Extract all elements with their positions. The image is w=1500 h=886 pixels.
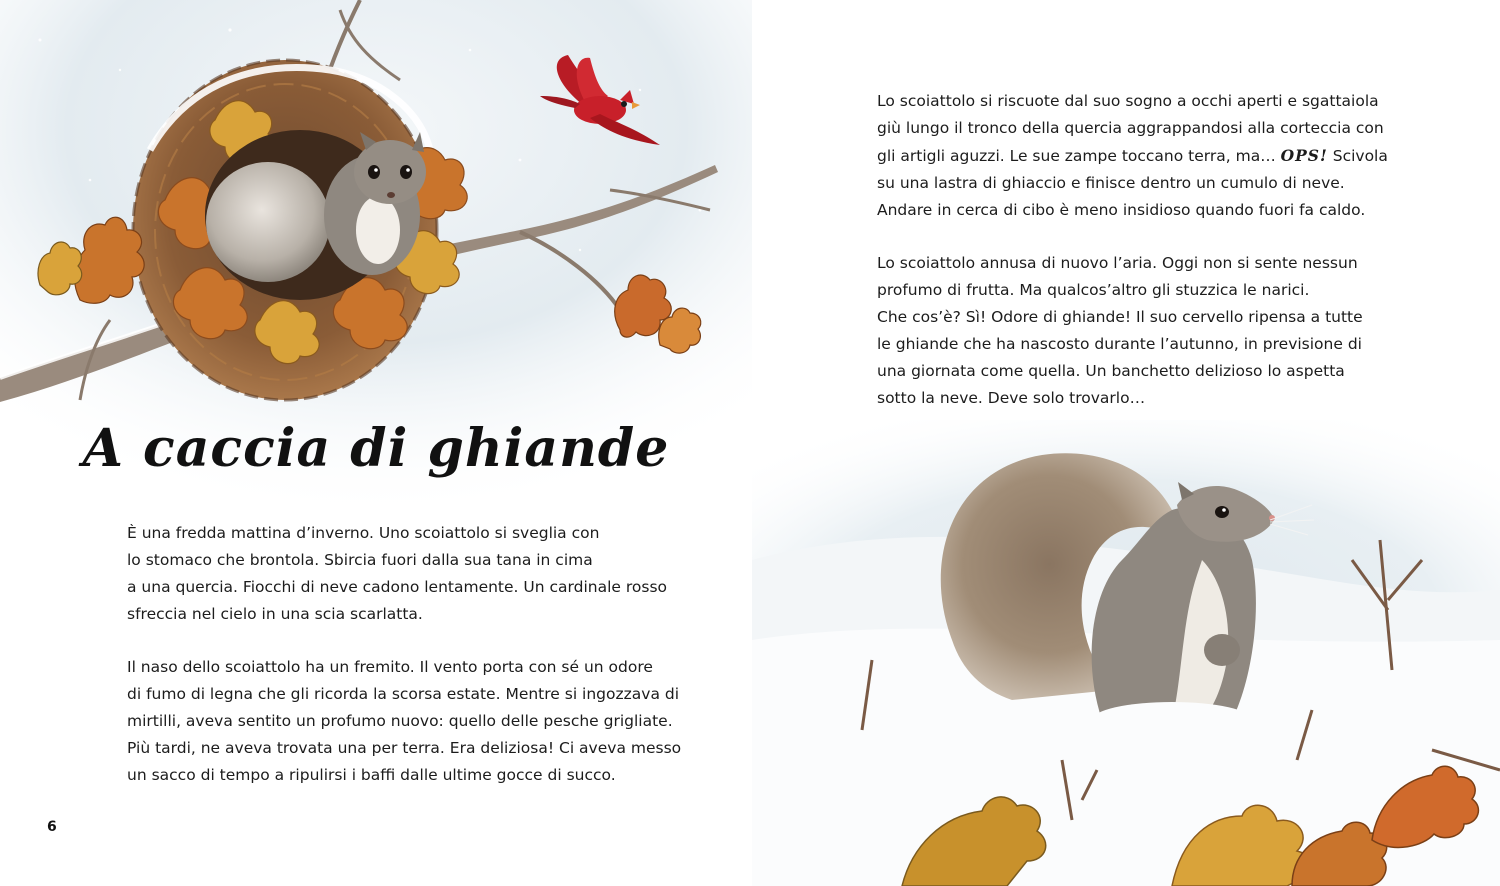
text-line: Lo scoiattolo si riscuote dal suo sogno a occhi aperti e sgattaiola (877, 92, 1379, 110)
text-line: un sacco di tempo a ripulirsi i baffi dalle ultime gocce di succo. (127, 766, 616, 784)
page-number: 6 (47, 819, 57, 835)
story-paragraph (877, 250, 1363, 412)
page-title: A caccia di ghiande (82, 418, 670, 479)
text-line: È una fredda mattina d’inverno. Uno scoiattolo si sveglia con (127, 524, 600, 542)
text-line: Lo scoiattolo annusa di nuovo l’aria. Oggi non si sente nessun (877, 254, 1358, 272)
text-segment: Scivola (1327, 147, 1388, 165)
story-paragraph (127, 654, 681, 789)
exclamation-emphasis: OPS! (1280, 146, 1328, 165)
text-line: profumo di frutta. Ma qualcos’altro gli stuzzica le narici. (877, 281, 1310, 299)
text-line (877, 142, 1388, 170)
text-line: a una quercia. Fiocchi di neve cadono lentamente. Un cardinale rosso (127, 578, 668, 596)
story-paragraph (127, 520, 667, 628)
text-line: Andare in cerca di cibo è meno insidioso quando fuori fa caldo. (877, 201, 1366, 219)
text-line: una giornata come quella. Un banchetto delizioso lo aspetta (877, 362, 1345, 380)
right-page (752, 0, 1500, 886)
text-segment: gli artigli aguzzi. Le sue zampe toccano terra, ma… (877, 147, 1281, 165)
text-line: sotto la neve. Deve solo trovarlo… (877, 389, 1146, 407)
text-line: lo stomaco che brontola. Sbircia fuori dalla sua tana in cima (127, 551, 593, 569)
text-line: giù lungo il tronco della quercia aggrappandosi alla corteccia con (877, 119, 1384, 137)
text-line: di fumo di legna che gli ricorda la scorsa estate. Mentre si ingozzava di (127, 685, 680, 703)
story-paragraph (877, 88, 1388, 224)
text-line: su una lastra di ghiaccio e finisce dentro un cumulo di neve. (877, 174, 1345, 192)
text-line: Il naso dello scoiattolo ha un fremito. Il vento porta con sé un odore (127, 658, 653, 676)
text-line: sfreccia nel cielo in una scia scarlatta. (127, 605, 423, 623)
text-line: Che cos’è? Sì! Odore di ghiande! Il suo cervello ripensa a tutte (877, 308, 1363, 326)
text-line: mirtilli, aveva sentito un profumo nuovo: quello delle pesche grigliate. (127, 712, 673, 730)
text-line: le ghiande che ha nascosto durante l’autunno, in previsione di (877, 335, 1362, 353)
text-line: Più tardi, ne aveva trovata una per terra. Era deliziosa! Ci aveva messo (127, 739, 682, 757)
